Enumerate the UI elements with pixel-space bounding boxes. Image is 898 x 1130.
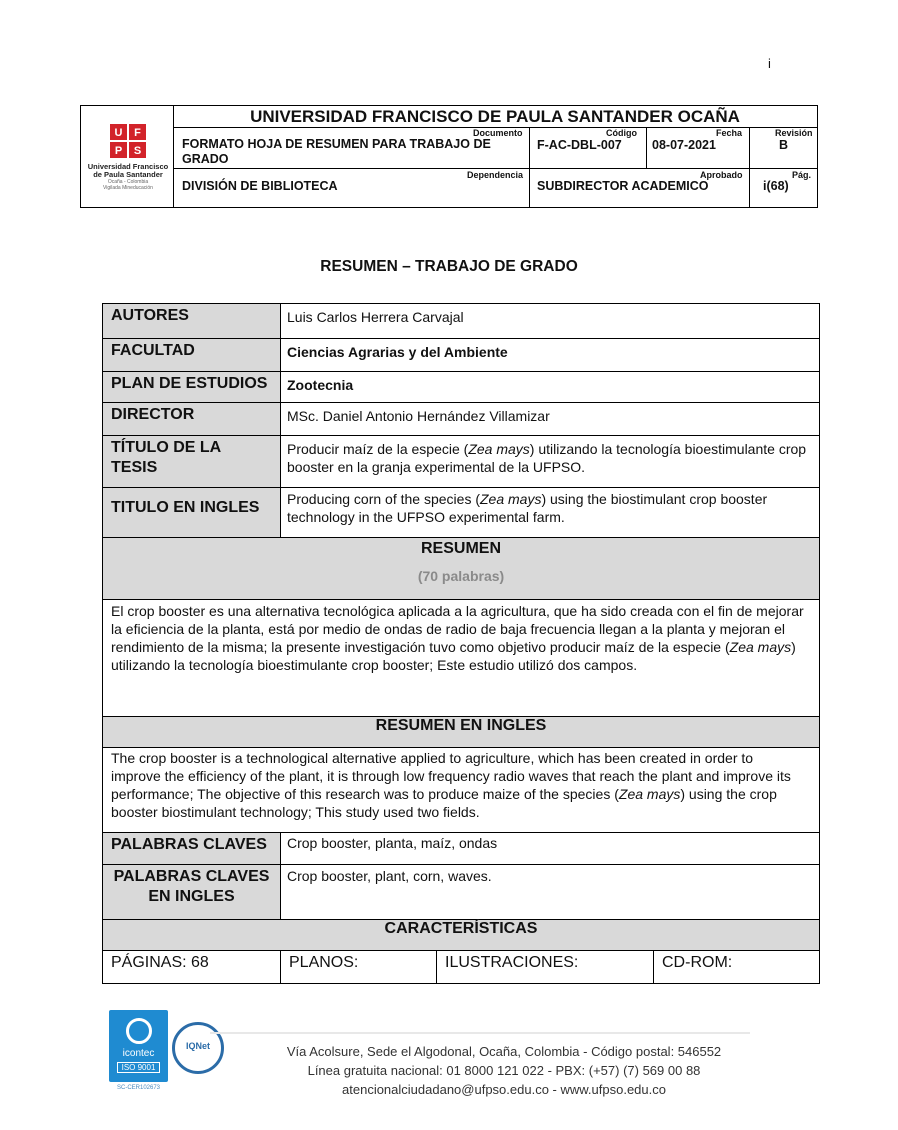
resumen-body bbox=[103, 600, 819, 717]
caracteristicas-row bbox=[103, 951, 819, 983]
row-plan bbox=[103, 372, 819, 403]
codigo-value: F-AC-DBL-007 bbox=[537, 138, 622, 152]
resumen-en-band bbox=[103, 717, 819, 748]
document-header bbox=[80, 105, 818, 208]
certification-code: SC-CER102673 bbox=[116, 1085, 161, 1091]
logo-subtitle: Ocaña - Colombia bbox=[107, 179, 149, 185]
ilustraciones-cell: ILUSTRACIONES: bbox=[437, 951, 654, 983]
planos-cell: PLANOS: bbox=[281, 951, 437, 983]
revision-label: Revisión bbox=[775, 128, 813, 138]
director-value: MSc. Daniel Antonio Hernández Villamizar bbox=[287, 408, 550, 424]
page-roman-numeral: i bbox=[768, 56, 771, 71]
row-autores bbox=[103, 304, 819, 339]
footer-contact bbox=[262, 1042, 746, 1099]
plan-value: Zootecnia bbox=[287, 377, 354, 393]
cdrom-cell: CD-ROM: bbox=[662, 954, 733, 971]
logo-university-name: Universidad Francisco de Paula Santander bbox=[87, 162, 169, 179]
svg-text:S: S bbox=[133, 145, 142, 157]
keywords-en-value: Crop booster, plant, corn, waves. bbox=[287, 868, 492, 884]
facultad-value: Ciencias Agrarias y del Ambiente bbox=[287, 344, 508, 360]
row-keywords bbox=[103, 833, 819, 865]
pag-value: i(68) bbox=[763, 179, 789, 193]
university-name: UNIVERSIDAD FRANCISCO DE PAULA SANTANDER OCAÑA bbox=[250, 107, 740, 126]
svg-text:U: U bbox=[114, 127, 123, 139]
autores-value: Luis Carlos Herrera Carvajal bbox=[287, 309, 464, 325]
row-keywords-en bbox=[103, 865, 819, 920]
autores-label: AUTORES bbox=[103, 304, 281, 338]
keywords-en-label: PALABRAS CLAVES EN INGLES bbox=[103, 865, 281, 919]
titulo-en-value: Producing corn of the species (Zea mays) using the biostimulant crop booster technology in the UFPSO experimental farm. bbox=[287, 491, 768, 525]
iqnet-badge: IQNet bbox=[172, 1022, 224, 1074]
fecha-label: Fecha bbox=[716, 128, 743, 138]
paginas-cell: PÁGINAS: 68 bbox=[103, 951, 281, 983]
row-director bbox=[103, 403, 819, 436]
caracteristicas-heading: CARACTERÍSTICAS bbox=[384, 920, 538, 937]
documento-value: FORMATO HOJA DE RESUMEN PARA TRABAJO DE GRADO bbox=[182, 137, 491, 166]
resumen-text: El crop booster es una alternativa tecnológica aplicada a la agricultura, que ha sido creada con el fin de mejorar la eficiencia de la planta, está por medio de ondas de radio de baja frecuencia llegan a la planta y mejoran el rendimiento de la misma; la presente investigación tuvo como objetivo producir maíz de la especie (Zea mays) utilizando la tecnología bioestimulante crop booster; Este estudio utilizó dos campos. bbox=[111, 603, 804, 673]
dependencia-value: DIVISIÓN DE BIBLIOTECA bbox=[182, 179, 338, 193]
keywords-label: PALABRAS CLAVES bbox=[103, 833, 281, 864]
svg-text:F: F bbox=[134, 127, 141, 139]
footer-phone: Línea gratuita nacional: 01 8000 121 022 - PBX: (+57) (7) 569 00 88 bbox=[307, 1063, 701, 1078]
titulo-en-label: TITULO EN INGLES bbox=[103, 488, 281, 537]
footer-address: Vía Acolsure, Sede el Algodonal, Ocaña, Colombia - Código postal: 546552 bbox=[286, 1044, 722, 1059]
titulo-value: Producir maíz de la especie (Zea mays) utilizando la tecnología bioestimulante crop booster en la granja experimental de la UFPSO. bbox=[287, 441, 807, 475]
resumen-heading: RESUMEN bbox=[420, 540, 501, 557]
university-logo bbox=[85, 124, 171, 191]
plan-label: PLAN DE ESTUDIOS bbox=[103, 372, 281, 402]
resumen-band bbox=[103, 538, 819, 600]
logo-subtitle-2: Vigilada Mineducación bbox=[103, 185, 153, 191]
aprobado-label: Aprobado bbox=[700, 170, 743, 180]
titulo-label: TÍTULO DE LA TESIS bbox=[103, 436, 281, 487]
svg-text:P: P bbox=[114, 145, 123, 157]
documento-label: Documento bbox=[473, 128, 523, 138]
pag-label: Pág. bbox=[792, 170, 812, 180]
summary-table bbox=[102, 303, 820, 984]
director-label: DIRECTOR bbox=[103, 403, 281, 435]
icontec-certification-badge: icontec ISO 9001 bbox=[109, 1010, 168, 1082]
facultad-label: FACULTAD bbox=[103, 339, 281, 371]
resumen-en-text: The crop booster is a technological alternative applied to agriculture, which has been created in order to improve the efficiency of the plant, it is through low frequency radio waves that reach the plant and improve its performance; The objective of this research was to produce maize of the species (Zea mays) using the crop booster biostimulant technology; This study used two fields. bbox=[111, 750, 791, 820]
ufps-logo-icon bbox=[110, 124, 146, 158]
resumen-en-heading: RESUMEN EN INGLES bbox=[375, 717, 547, 734]
resumen-word-count: (70 palabras) bbox=[417, 568, 505, 584]
icontec-icon bbox=[126, 1018, 152, 1044]
keywords-value: Crop booster, planta, maíz, ondas bbox=[287, 835, 498, 851]
row-facultad bbox=[103, 339, 819, 372]
row-titulo-en bbox=[103, 488, 819, 538]
aprobado-value: SUBDIRECTOR ACADEMICO bbox=[537, 179, 709, 193]
page-title: RESUMEN – TRABAJO DE GRADO bbox=[320, 258, 578, 275]
fecha-value: 08-07-2021 bbox=[652, 138, 716, 152]
resumen-en-body bbox=[103, 748, 819, 833]
caracteristicas-band bbox=[103, 920, 819, 951]
footer-web: atencionalciudadano@ufpso.edu.co - www.ufpso.edu.co bbox=[342, 1082, 666, 1097]
revision-value: B bbox=[779, 138, 789, 152]
footer-divider bbox=[210, 1032, 750, 1034]
codigo-label: Código bbox=[606, 128, 637, 138]
dependencia-label: Dependencia bbox=[467, 170, 524, 180]
row-titulo bbox=[103, 436, 819, 488]
